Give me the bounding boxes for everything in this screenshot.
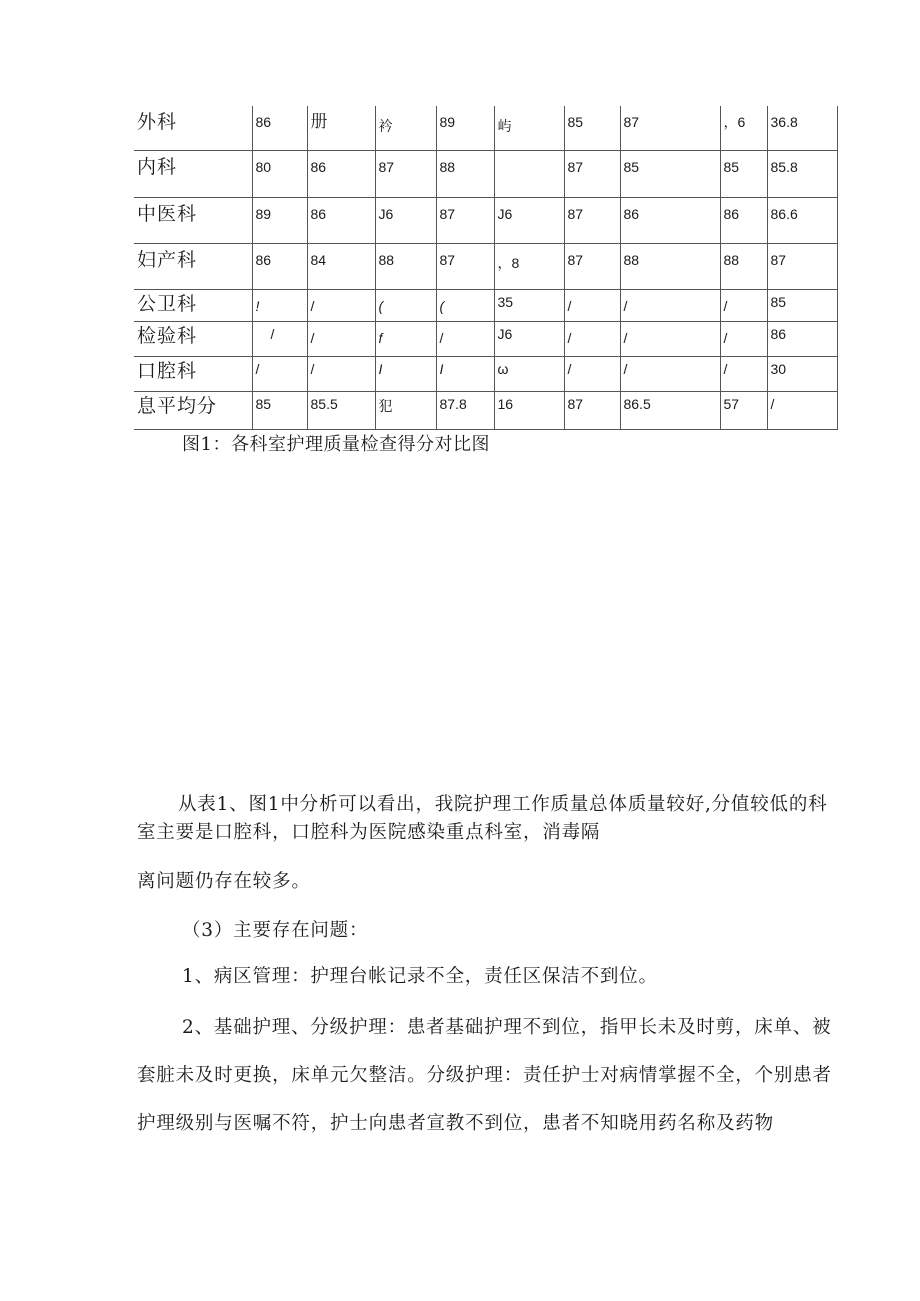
score-cell: 87 <box>564 243 620 289</box>
score-cell: / <box>720 356 767 391</box>
score-cell: / <box>252 356 307 391</box>
score-cell: 87 <box>620 106 720 150</box>
score-cell: / <box>564 289 620 321</box>
score-cell: 86.5 <box>620 391 720 429</box>
section-heading: （3）主要存在问题： <box>182 920 369 941</box>
score-cell: 36.8 <box>767 106 837 150</box>
score-cell: 89 <box>252 197 307 243</box>
score-cell: / <box>620 356 720 391</box>
score-cell: 86 <box>767 321 837 356</box>
score-cell: 86 <box>252 106 307 150</box>
figure-caption: 图1：各科室护理质量检查得分对比图 <box>182 434 490 455</box>
score-cell: 86 <box>720 197 767 243</box>
score-cell: / <box>720 289 767 321</box>
score-cell: 88 <box>436 150 494 197</box>
score-cell: 89 <box>436 106 494 150</box>
score-cell: ( <box>375 289 436 321</box>
analysis-paragraph: 从表1、图1中分析可以看出，我院护理工作质量总体质量较好,分值较低的科室主要是口腔科，口腔科为医院感染重点科室，消毒隔 <box>137 794 828 843</box>
score-cell: 85 <box>720 150 767 197</box>
score-cell: 85 <box>620 150 720 197</box>
score-cell: 16 <box>494 391 564 429</box>
score-cell: / <box>620 289 720 321</box>
score-cell: 86 <box>620 197 720 243</box>
score-cell: / <box>564 356 620 391</box>
score-cell: I <box>375 356 436 391</box>
score-cell: 85 <box>564 106 620 150</box>
score-cell: 88 <box>620 243 720 289</box>
score-cell: ω <box>494 356 564 391</box>
score-cell: 86 <box>307 150 375 197</box>
score-cell: 87 <box>767 243 837 289</box>
score-cell: ! <box>252 289 307 321</box>
score-cell: 85.5 <box>307 391 375 429</box>
table-body <box>134 106 837 429</box>
dept-cell: 检验科 <box>134 321 252 356</box>
score-cell: 35 <box>494 289 564 321</box>
table-row <box>134 391 837 429</box>
dept-cell: 口腔科 <box>134 356 252 391</box>
score-cell: ，8 <box>494 243 564 289</box>
score-cell: 87 <box>564 150 620 197</box>
score-cell: / <box>436 321 494 356</box>
score-cell: J6 <box>494 321 564 356</box>
dept-cell: 息平均分 <box>134 391 252 429</box>
score-cell: 84 <box>307 243 375 289</box>
score-cell: 86 <box>307 197 375 243</box>
score-cell: / <box>252 321 307 356</box>
score-cell: 88 <box>720 243 767 289</box>
score-cell: 87 <box>564 197 620 243</box>
score-cell: 87 <box>436 197 494 243</box>
dept-cell: 内科 <box>134 150 252 197</box>
score-cell: / <box>767 391 837 429</box>
score-cell: 80 <box>252 150 307 197</box>
score-cell: 87 <box>375 150 436 197</box>
table-row <box>134 150 837 197</box>
score-cell: 88 <box>375 243 436 289</box>
score-cell: 衿 <box>375 106 436 150</box>
score-cell: / <box>307 321 375 356</box>
score-cell: ，6 <box>720 106 767 150</box>
score-cell: / <box>307 356 375 391</box>
score-cell: 30 <box>767 356 837 391</box>
score-cell: 犯 <box>375 391 436 429</box>
score-cell: 87 <box>436 243 494 289</box>
score-cell: / <box>307 289 375 321</box>
score-cell: 85 <box>252 391 307 429</box>
score-cell: 85.8 <box>767 150 837 197</box>
score-cell: J6 <box>375 197 436 243</box>
table-row <box>134 243 837 289</box>
dept-cell: 妇产科 <box>134 243 252 289</box>
score-cell: 册 <box>307 106 375 150</box>
table-row <box>134 356 837 391</box>
table-row <box>134 197 837 243</box>
issue-item-basic-nursing: 2、基础护理、分级护理：患者基础护理不到位，指甲长未及时剪，床单、被套脏未及时更换，床单元欠整洁。分级护理：责任护士对病情掌握不全，个别患者护理级别与医嘱不符，护士向患者宣教不到位，患者不知晓用药名称及药物 <box>137 1017 832 1134</box>
score-cell: / <box>620 321 720 356</box>
table-row <box>134 106 837 150</box>
dept-cell: 中医科 <box>134 197 252 243</box>
score-cell: 87 <box>564 391 620 429</box>
score-cell: 86 <box>252 243 307 289</box>
score-cell: / <box>564 321 620 356</box>
score-cell: / <box>720 321 767 356</box>
score-cell: 屿 <box>494 106 564 150</box>
score-cell: I <box>436 356 494 391</box>
score-cell: 86.6 <box>767 197 837 243</box>
score-cell: J6 <box>494 197 564 243</box>
score-cell: ( <box>436 289 494 321</box>
dept-cell: 公卫科 <box>134 289 252 321</box>
score-cell: f <box>375 321 436 356</box>
issue-item-ward-management: 1、病区管理：护理台帐记录不全，责任区保洁不到位。 <box>182 966 658 987</box>
score-table <box>134 106 838 430</box>
score-cell: 57 <box>720 391 767 429</box>
dept-cell: 外科 <box>134 106 252 150</box>
score-cell <box>494 150 564 197</box>
table-row <box>134 321 837 356</box>
score-cell: 87.8 <box>436 391 494 429</box>
score-cell: 85 <box>767 289 837 321</box>
analysis-paragraph-continued: 离问题仍存在较多。 <box>137 871 311 892</box>
table-row <box>134 289 837 321</box>
